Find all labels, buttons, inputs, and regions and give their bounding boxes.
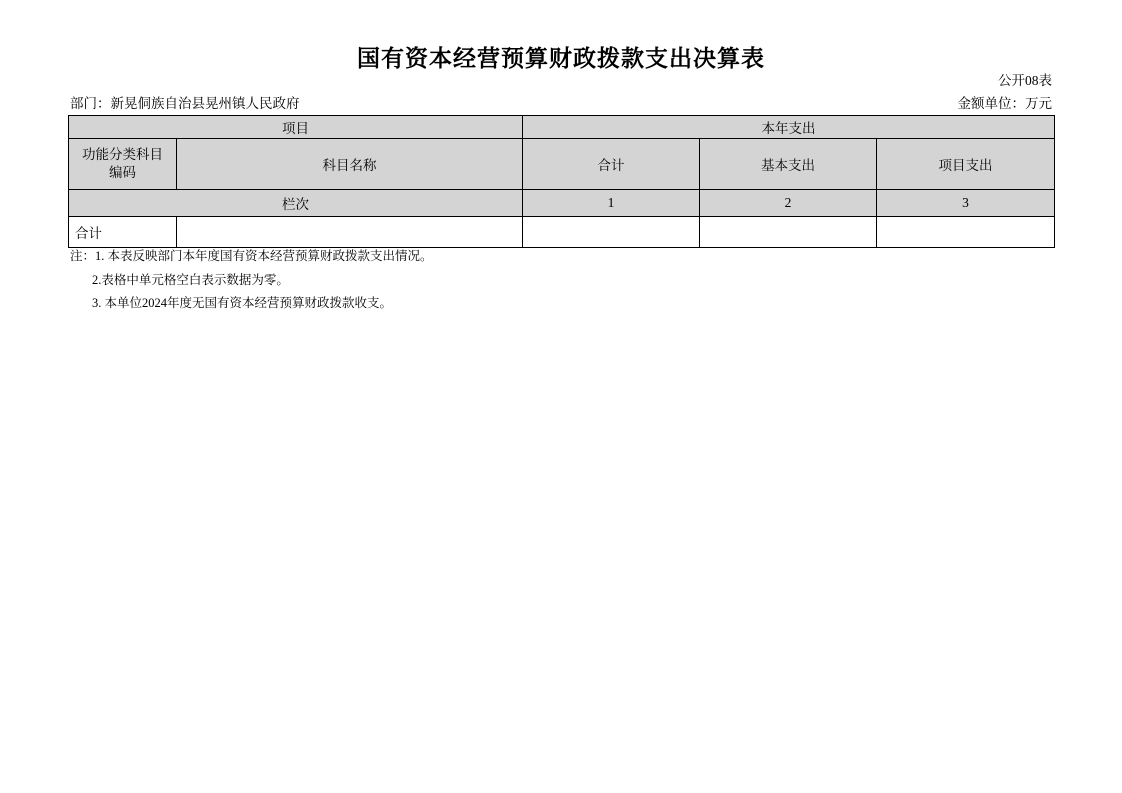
- column-header-function-code-line1: 功能分类科目: [82, 146, 163, 162]
- column-header-basic-expenditure: 基本支出: [700, 139, 877, 190]
- table-row: [69, 217, 1055, 248]
- column-header-function-code: [69, 139, 177, 190]
- row-basic: [700, 217, 877, 248]
- meta-row: [70, 92, 1052, 112]
- note-text-1: 1. 本表反映部门本年度国有资本经营预算财政拨款支出情况。: [95, 249, 433, 263]
- row-total: [523, 217, 700, 248]
- table-group-header-row: [69, 116, 1055, 139]
- notes-block: [70, 250, 433, 321]
- department-label: 部门：新晃侗族自治县晃州镇人民政府: [70, 96, 300, 111]
- table-column-header-row: [69, 139, 1055, 190]
- group-header-current-year-expenditure: 本年支出: [523, 116, 1055, 139]
- column-index-3: 3: [877, 190, 1055, 217]
- note-item-2: 2.表格中单元格空白表示数据为零。: [92, 272, 289, 287]
- row-name: [177, 217, 523, 248]
- column-header-subject-name: 科目名称: [177, 139, 523, 190]
- note-item-1: [70, 250, 433, 263]
- column-index-1: 1: [523, 190, 700, 217]
- table-column-index-row: [69, 190, 1055, 217]
- sheet-number: 公开08表: [998, 73, 1052, 88]
- row-code: 合计: [69, 217, 177, 248]
- column-index-2: 2: [700, 190, 877, 217]
- row-project: [877, 217, 1055, 248]
- column-index-label: 栏次: [69, 190, 523, 217]
- budget-table: [68, 115, 1055, 248]
- column-header-total: 合计: [523, 139, 700, 190]
- column-header-project-expenditure: 项目支出: [877, 139, 1055, 190]
- group-header-project: 项目: [69, 116, 523, 139]
- page-title: 国有资本经营预算财政拨款支出决算表: [357, 45, 765, 71]
- notes-prefix: 注：: [70, 249, 96, 263]
- note-item-3: 3. 本单位2024年度无国有资本经营预算财政拨款收支。: [92, 296, 393, 310]
- amount-unit-label: 金额单位：万元: [957, 96, 1052, 111]
- column-header-function-code-line2: 编码: [109, 165, 136, 180]
